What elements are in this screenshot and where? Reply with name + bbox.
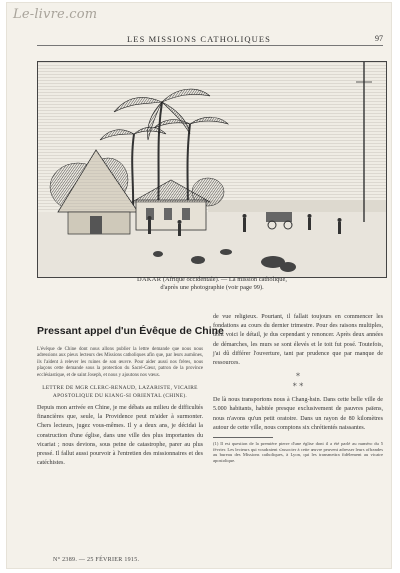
page (7, 3, 391, 568)
body-paragraph-left: Depuis mon arrivée en Chine, je me débats au milieu de difficultés financières que, seule, la Providence peut m'aider à surmonter. Chers lecteurs, jugez vous-mêmes. Il y a deux ans, je décidai la construction d'une église, dans une ville des plus importantes du vicariat ; nous devions, sous peine de catastrophe, parer au plus pressé. Il fallut aussi pourvoir à l'entretien des missionnaires et des catéchistes. (37, 405, 203, 467)
footnote: (1) Il est question de la première pierre d'une église dont il a été parlé au numéro du 5 février. Les lecteurs qui voudraient s'associer à cette œuvre peuvent adresser leurs offrandes au bureau des Missions catholiques, à Lyon, qui les transmettra fidèlement au vicaire apostolique. (213, 441, 383, 463)
watermark-logo: Le-livre.com (13, 7, 98, 22)
left-column (37, 313, 224, 468)
page-number: 97 (375, 34, 383, 43)
issue-line: N° 2389. — 25 FÉVRIER 1915. (53, 557, 140, 563)
body-paragraph-right-top: de vue religieux. Pourtant, il fallait toujours en commencer les fondations au cours du dernier trimestre. Pour des raisons multiples, dont voici le détail, je dus cependant y renoncer. Après deux années de démarches, les murs se sont élevés et le toit fut posé. Toutefois, j'ai dû différer l'ouverture, tant par prudence que par manque de ressources. (213, 314, 383, 367)
caption-line-2: d'après une photographie (voir page 99). (160, 284, 264, 291)
letter-heading: LETTRE DE MGR CLERC-RENAUD, LAZARISTE, VICAIRE APOSTOLIQUE DU KIANG-SI ORIENTAL (CHINE). (42, 385, 198, 399)
caption-place: DAKAR (137, 276, 162, 283)
right-column (213, 313, 383, 463)
body-paragraph-right-bottom: De là nous transportons nous à Chang-hsin. Dans cette belle ville de 5.000 habitants, habitée presque exclusivement de pauvres païens, nous n'avons qu'un petit oratoire. Dans un rayon de 80 kilomètres autour de cette ville, nous comptons six chrétientés naissantes. (213, 397, 383, 431)
caption-line-1: (Afrique occidentale). — La mission catholique, (162, 276, 287, 283)
article-title: Pressant appel d'un Évêque de Chine (37, 325, 224, 337)
engraving-illustration (37, 61, 387, 278)
article-lede: L'évêque de Chine dont nous allons publier la lettre demande que nous nous adressions aux pieux lecteurs des Missions catholiques afin que, par leurs aumônes, ils l'aident à relever les ruines de son œuvre. Pour aider aussi nos frères, nous plaçons cette demande sous la protection du Sacré-Cœur, patron de la province ecclésiastique, et de saint Joseph, et nous y ajoutons nos vœux. (37, 347, 203, 378)
section-ornament: * * * (292, 372, 304, 392)
header-rule (37, 45, 383, 46)
illustration-caption (47, 276, 377, 292)
footnote-rule (213, 437, 273, 438)
running-head: LES MISSIONS CATHOLIQUES (127, 34, 271, 44)
